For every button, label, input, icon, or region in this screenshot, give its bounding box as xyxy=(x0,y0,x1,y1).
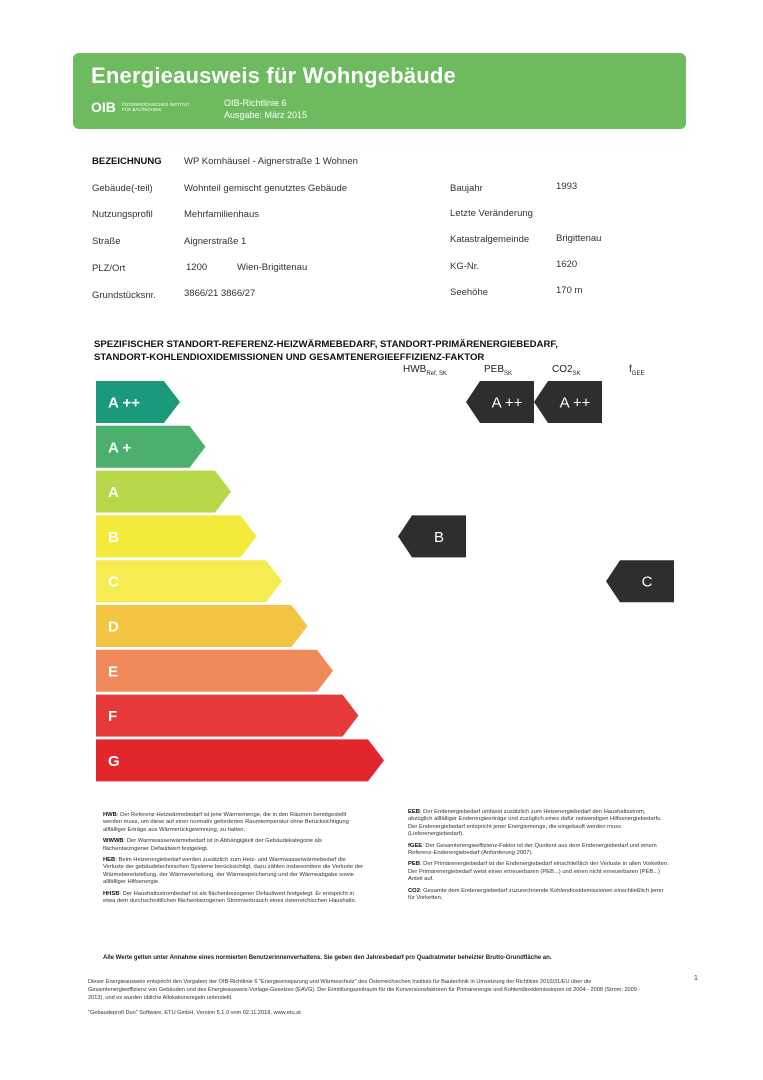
section-title-line-1: SPEZIFISCHER STANDORT-REFERENZ-HEIZWÄRMEBEDARF, STANDORT-PRIMÄRENERGIEBEDARF, xyxy=(94,339,558,350)
rating-label-f-gee: C xyxy=(641,573,653,591)
column-co2-sub: SK xyxy=(572,371,581,377)
column-hwb-text: HWB xyxy=(403,364,427,375)
scale-label-c: C xyxy=(108,573,119,591)
bezeichnung-value: WP Kornhäusel - Aignerstraße 1 Wohnen xyxy=(184,156,358,167)
note: Alle Werte gelten unter Annahme eines normierten Benutzerinnenverhaltens. Sie geben den Jahresbedarf pro Quadratmeter beheizter Brutto-Grundfläche an. xyxy=(103,955,552,961)
scale-label-aplusplus: A ++ xyxy=(108,394,140,412)
legend-left xyxy=(103,812,365,909)
legend-hwb-text: Der Referenz-Heizwärmebedarf ist jene Wärmemenge, die in den Räumen bereitgestellt werden muss, um diese auf einer normativ geforderten Raumtemperatur ohne Berücksichtigung allfälliger Erträge aus Wärmerückgewinnung, zu halten. xyxy=(103,812,349,833)
legend-co2-term: CO2 xyxy=(408,887,420,894)
baujahr-value: 1993 xyxy=(556,181,578,192)
legend-hwb-term: HWB xyxy=(103,812,117,818)
baujahr-label: Baujahr xyxy=(450,183,483,194)
legend-peb-term: PEB xyxy=(408,861,420,868)
rating-marker-hwb xyxy=(398,515,466,557)
legend-eeb-text: Der Endenergiebedarf umfasst zusätzlich zum Heizenergiebedarf den Haushaltsstrom, abzüglich allfälliger Endenergieerträge und zuzüglich eines dafür notwendigen Hilfsenergiebedarfs. Der Endenergiebedarf entspricht jener Energiemenge, die eingekauft werden muss (Lieferenergiebedarf). xyxy=(408,809,662,838)
scale-bar-c xyxy=(96,560,282,602)
scale-bar-f xyxy=(96,695,359,737)
scale-label-aplus: A + xyxy=(108,439,132,457)
footer-text: Dieser Energieausweis entspricht den Vorgaben der OIB-Richtlinie 6 "Energieeinsparung und Wärmeschutz" des Österreichischen Instituts für Bautechnik in Umsetzung der Richtlinie 2010/31/EU über die Gesamtenergieeffizienz von Gebäuden und des Energieausweis-Vorlage-Gesetzes (EAVG). Der Ermittlungszeitraum für die Konversionsfaktoren für Primärenergie und Kohlendioxidemissionen ist 2004 - 2008 (Strom: 2009 - 2013), und es wurden übliche Allokationsregeln unterstellt. xyxy=(88,979,641,1001)
grundstuecksnr-label: Grundstücksnr. xyxy=(92,290,156,301)
scale-label-f: F xyxy=(108,708,118,726)
rating-label-co2: A ++ xyxy=(559,394,591,412)
legend-fgee-text: Der Gesamtenergieeffizienz-Faktor ist der Quotient aus dem Endenergiebedarf und einem Referenz-Endenergiebedarf (Anforderung 2007). xyxy=(408,842,657,857)
scale-label-e: E xyxy=(108,663,119,681)
katastralgemeinde-label: Katastralgemeinde xyxy=(450,234,530,245)
kg-nr-label: KG-Nr. xyxy=(450,261,480,272)
scale-bar-e xyxy=(96,650,333,692)
edition: Ausgabe: März 2015 xyxy=(224,110,308,120)
strasse-label: Straße xyxy=(92,236,121,247)
legend-hhsb-text: Der Haushaltsstrombedarf ist als flächenbezogener Defaultwert festgelegt. Er entspricht in etwa dem durchschnittlichen flächenbezogenen Stromverbrauch eines österreichischen Haushalts. xyxy=(103,890,357,905)
legend-eeb: EEB: Der Endenergiebedarf umfasst zusätzlich zum Heizenergiebedarf den Haushaltsstrom, abzüglich allfälliger Endenergieerträge und zuzüglich eines dafür notwendigen Hilfsenergiebedarfs. Der Endenergiebedarf entspricht jener Energiemenge, die eingekauft werden muss (Lieferenergiebedarf). xyxy=(408,809,662,838)
oib-logo: OIB xyxy=(91,99,116,115)
column-peb-text: PEB xyxy=(484,364,505,375)
grundstuecksnr-value: 3866/21 3866/27 xyxy=(184,288,256,299)
legend-heb-term: HEB xyxy=(103,857,116,864)
column-hwb-sub: Ref, SK xyxy=(426,371,448,377)
scale-bar-b xyxy=(96,515,257,557)
oib-logo-subtitle: ÖSTERREICHISCHES INSTITUT FÜR BAUTECHNIK xyxy=(122,102,190,112)
scale-bar-g xyxy=(96,739,384,781)
strasse-value: Aignerstraße 1 xyxy=(184,236,247,247)
gebaeude-value: Wohnteil gemischt genutztes Gebäude xyxy=(184,183,348,194)
rating-label-hwb: B xyxy=(433,528,445,546)
page-number: 1 xyxy=(694,975,698,982)
katastralgemeinde-value: Brigittenau xyxy=(556,233,602,244)
scale-label-g: G xyxy=(108,752,120,770)
seehoehe-value: 170 m xyxy=(556,285,583,296)
column-peb-sub: SK xyxy=(504,371,513,377)
seehoehe-label: Seehöhe xyxy=(450,287,489,298)
document-title: Energieausweis für Wohngebäude xyxy=(91,63,456,88)
column-co2-text: CO2 xyxy=(552,364,573,375)
legend-heb: HEB: Beim Heizenergiebedarf werden zusätzlich zum Heiz- und Warmwasserwärmebedarf die Verluste der gebäudetechnischen Systeme berücksichtigt, dazu zählen insbesondere die Verluste der Wärmebereitstellung, der Wärmeverteilung, der Wärmespeicherung und der Wärmeabgabe sowie allfälliger Hilfsenergie. xyxy=(103,857,364,886)
software-info: "Gebaudeprofi Duo" Software, ETU GmbH, Version 5.1.0 vom 02.11.2018, www.etu.at xyxy=(88,1010,301,1016)
legend-co2-text: Gesamte dem Endenergiebedarf zuzurechnende Kohlendioxidemissionen einschließlich jener für Vorketten. xyxy=(408,887,664,902)
rating-label-peb: A ++ xyxy=(491,394,523,412)
column-fgee-sub: GEE xyxy=(631,371,645,377)
rating-marker-f-gee xyxy=(606,560,674,602)
section-title-line-2: STANDORT-KOHLENDIOXIDEMISSIONEN UND GESAMTENERGIEEFFIZIENZ-FAKTOR xyxy=(94,352,485,363)
bezeichnung-label: BEZEICHNUNG xyxy=(92,156,162,167)
legend-hhsb: HHSB: Der Haushaltsstrombedarf ist als flächenbezogener Defaultwert festgelegt. Er entspricht in etwa dem durchschnittlichen flächenbezogenen Stromverbrauch eines österreichischen Haushalts. xyxy=(103,890,357,905)
legend-wwwb-text: Der Warmwasserwärmebedarf ist in Abhängigkeit der Gebäudekategorie als flächenbezogener Defaultwert festgelegt. xyxy=(103,838,322,852)
legend-wwwb: WWWB: Der Warmwasserwärmebedarf ist in Abhängigkeit der Gebäudekategorie als flächenbezogener Defaultwert festgelegt. xyxy=(103,838,322,852)
legend-eeb-term: EEB xyxy=(408,809,420,815)
legend-peb: PEB: Der Primärenergiebedarf ist der Endenergiebedarf einschließlich der Verluste in allen Vorketten. Der Primärenergiebedarf weist einen erneuerbaren (PEB...) und einen nicht erneuerbaren (PEB...) Anteil auf. xyxy=(408,861,669,883)
scale-bar-d xyxy=(96,605,308,647)
plz-label: PLZ/Ort xyxy=(92,263,126,274)
kg-nr-value: 1620 xyxy=(556,259,578,270)
legend-co2: CO2: Gesamte dem Endenergiebedarf zuzurechnende Kohlendioxidemissionen einschließlich jener für Vorketten. xyxy=(408,887,664,902)
legend-wwwb-term: WWWB xyxy=(103,838,124,845)
scale-label-a: A xyxy=(108,484,119,502)
legend-peb-text: Der Primärenergiebedarf ist der Endenergiebedarf einschließlich der Verluste in allen Vorketten. Der Primärenergiebedarf weist einen erneuerbaren (PEB...) und einen nicht erneuerbaren (PEB...) Anteil auf. xyxy=(408,861,669,883)
scale-label-d: D xyxy=(108,618,119,636)
scale-label-b: B xyxy=(108,528,119,546)
legend-right xyxy=(408,809,670,906)
legend-hwb: HWB: Der Referenz-Heizwärmebedarf ist jene Wärmemenge, die in den Räumen bereitgestellt werden muss, um diese auf einer normativ geforderten Raumtemperatur ohne Berücksichtigung allfälliger Erträge aus Wärmerückgewinnung, zu halten. xyxy=(103,812,349,833)
legend-fgee-term: fGEE xyxy=(408,842,423,849)
gebaeude-label: Gebäude(-teil) xyxy=(92,183,153,194)
guideline: OIB-Richtlinie 6 xyxy=(224,98,287,108)
letzte-veraenderung-label: Letzte Veränderung xyxy=(450,208,533,219)
legend-hhsb-term: HHSB xyxy=(103,890,120,897)
column-fgee-text: f xyxy=(629,364,632,375)
legend-heb-text: Beim Heizenergiebedarf werden zusätzlich zum Heiz- und Warmwasserwärmebedarf die Verluste der gebäudetechnischen Systeme berücksichtigt, dazu zählen insbesondere die Verluste der Wärmebereitstellung, der Wärmeverteilung, der Wärmespeicherung und der Wärmeabgabe sowie allfälliger Hilfsenergie. xyxy=(103,857,364,886)
plz-value: 1200 xyxy=(186,262,208,273)
legend-fgee: fGEE: Der Gesamtenergieeffizienz-Faktor ist der Quotient aus dem Endenergiebedarf und einem Referenz-Endenergiebedarf (Anforderung 2007). xyxy=(408,842,657,857)
nutzungsprofil-label: Nutzungsprofil xyxy=(92,209,153,220)
nutzungsprofil-value: Mehrfamilienhaus xyxy=(184,209,259,220)
ort-value: Wien-Brigittenau xyxy=(237,262,308,273)
